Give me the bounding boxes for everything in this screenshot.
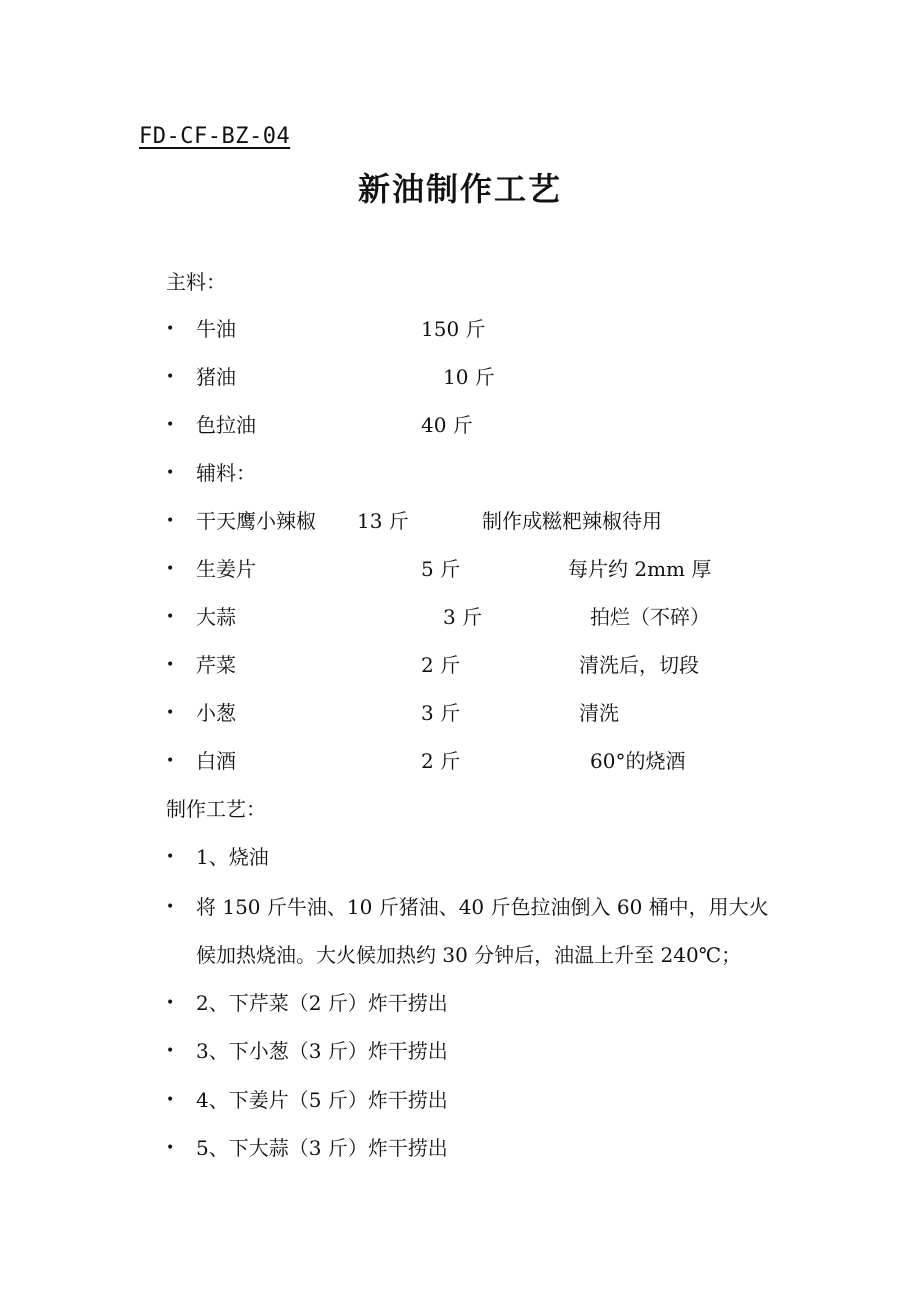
bullet: • [166,705,175,721]
ingredient-name: 色拉油 [196,413,256,437]
ingredient-name: 生姜片 [196,557,256,581]
bullet: • [166,321,175,337]
ingredient-name: 芹菜 [196,653,236,677]
bullet: • [166,753,175,769]
step-text: 2、下芹菜（2 斤）炸干捞出 [196,991,448,1015]
bullet: • [166,369,175,385]
step-text: 4、下姜片（5 斤）炸干捞出 [196,1088,448,1112]
ingredient-qty: 3 斤 [421,701,461,725]
ingredient-qty: 10 斤 [443,365,495,389]
ingredient-name: 白酒 [196,749,236,773]
ingredient-name: 大蒜 [196,605,236,629]
bullet: • [166,1043,175,1059]
ingredient-note: 60°的烧酒 [590,749,686,773]
ingredient-qty: 13 斤 [357,509,409,533]
ingredient-qty: 3 斤 [443,605,483,629]
ingredient-note: 每片约 2mm 厚 [568,557,712,581]
step-text: 1、烧油 [196,845,269,869]
document-code: FD-CF-BZ-04 [139,124,291,149]
step-text: 将 150 斤牛油、10 斤猪油、40 斤色拉油倒入 60 桶中，用大火 [196,895,769,919]
ingredient-name: 干天鹰小辣椒 [196,509,316,533]
ingredient-qty: 2 斤 [421,653,461,677]
step-text-continued: 候加热烧油。大火候加热约 30 分钟后，油温上升至 240℃； [196,943,742,967]
ingredient-name: 猪油 [196,365,236,389]
process-heading: 制作工艺： [166,797,266,821]
ingredient-qty: 40 斤 [421,413,473,437]
page-title: 新油制作工艺 [357,170,562,208]
ingredient-qty: 2 斤 [421,749,461,773]
ingredient-qty: 5 斤 [421,557,461,581]
step-text: 3、下小葱（3 斤）炸干捞出 [196,1039,448,1063]
bullet: • [166,899,175,915]
ingredient-name: 牛油 [196,317,236,341]
ingredient-note: 制作成糍粑辣椒待用 [482,509,662,533]
bullet: • [166,465,175,481]
bullet: • [166,849,175,865]
bullet: • [166,657,175,673]
step-text: 5、下大蒜（3 斤）炸干捞出 [196,1136,448,1160]
ingredient-note: 拍烂（不碎） [590,605,710,629]
bullet: • [166,561,175,577]
bullet: • [166,513,175,529]
ingredient-note: 清洗后，切段 [579,653,699,677]
bullet: • [166,995,175,1011]
ingredient-name: 小葱 [196,701,236,725]
aux-ingredients-heading: 辅料： [196,461,256,485]
ingredient-qty: 150 斤 [421,317,486,341]
bullet: • [166,1092,175,1108]
bullet: • [166,417,175,433]
bullet: • [166,609,175,625]
main-ingredients-heading: 主料： [166,270,226,294]
ingredient-note: 清洗 [579,701,619,725]
bullet: • [166,1140,175,1156]
